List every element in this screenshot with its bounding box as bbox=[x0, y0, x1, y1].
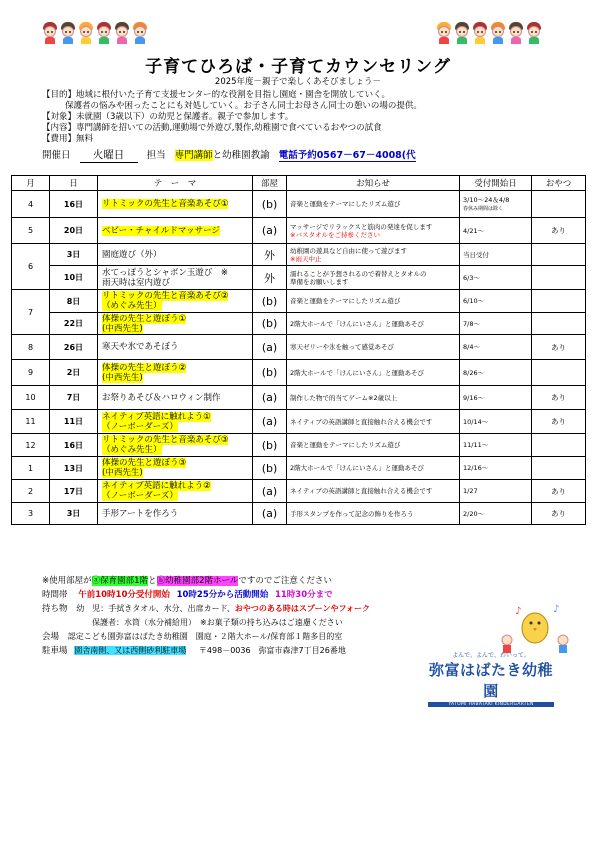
logo-tagline: よんで、よんで、わいって。 bbox=[452, 652, 530, 659]
room-b-label: ⓑ幼稚園部2階ホール bbox=[156, 576, 239, 586]
logo-sub: YATOMI HABATAKI KINDERGARTEN bbox=[428, 702, 554, 707]
room-a-label: ⓐ保育園部1階 bbox=[91, 576, 149, 586]
cell-room: (b) bbox=[253, 290, 287, 313]
staff-join: と幼稚園教諭 bbox=[212, 150, 270, 161]
theme-line2: (中西先生) bbox=[102, 468, 143, 478]
start-line1: 6/10～ bbox=[463, 297, 485, 305]
content-row bbox=[42, 123, 382, 134]
cell-theme bbox=[98, 457, 253, 480]
cell-start bbox=[460, 290, 532, 313]
schedule-table bbox=[11, 175, 586, 525]
cell-start bbox=[460, 335, 532, 360]
cell-start bbox=[460, 410, 532, 434]
cell-notice bbox=[287, 191, 460, 218]
cell-snack: あり bbox=[532, 503, 586, 525]
start-line1: 12/16～ bbox=[463, 464, 489, 472]
theme-line1: 手形アートを作ろう bbox=[102, 508, 179, 519]
bring-label: 持ち物 bbox=[42, 604, 68, 614]
cell-room: (a) bbox=[253, 480, 287, 503]
theme-line2: （ノーボーダーズ） bbox=[102, 421, 178, 432]
bring-child-red: おやつのある時はスプーンやフォーク bbox=[234, 604, 371, 613]
notice-line1: ネイティブの英語講師と直接触れ合える機会です bbox=[290, 417, 433, 426]
notice-line2: ※雨天中止 bbox=[290, 254, 322, 263]
cell-month: 8 bbox=[12, 335, 50, 360]
page-subtitle: 2025年度－親子で楽しくあそびましょう－ bbox=[214, 77, 382, 87]
table-row bbox=[12, 191, 586, 218]
cell-month: 11 bbox=[12, 410, 50, 434]
start-line1: 9/16～ bbox=[463, 393, 485, 402]
cell-snack bbox=[532, 191, 586, 218]
cell-start bbox=[460, 457, 532, 480]
parking-label: 駐車場 bbox=[42, 646, 68, 656]
start-line1: 10/14～ bbox=[463, 417, 489, 426]
cell-snack bbox=[532, 360, 586, 386]
cell-start bbox=[460, 218, 532, 244]
day-value: 火曜日 bbox=[80, 148, 138, 163]
cell-snack bbox=[532, 457, 586, 480]
cell-room: (b) bbox=[253, 434, 287, 457]
cell-theme bbox=[98, 386, 253, 410]
header-start: 受付開始日 bbox=[460, 176, 532, 191]
cell-notice bbox=[287, 290, 460, 313]
purpose-label: 【目的】 bbox=[42, 90, 77, 100]
cell-day: 7日 bbox=[50, 386, 98, 410]
svg-text:♪: ♪ bbox=[515, 606, 522, 617]
staff-label: 担当 bbox=[146, 150, 166, 161]
room-note-post: ですのでご注意ください bbox=[238, 576, 332, 586]
fee-label: 【費用】 bbox=[42, 134, 77, 144]
svg-text:♪: ♪ bbox=[553, 604, 560, 615]
notice-line1: 音楽と運動をテーマにしたリズム遊び bbox=[290, 200, 401, 208]
start-line1: 当日受付 bbox=[463, 250, 489, 259]
cell-room: (a) bbox=[253, 218, 287, 244]
cell-notice bbox=[287, 410, 460, 434]
time-label: 時間帯 bbox=[42, 590, 68, 600]
cell-notice bbox=[287, 480, 460, 503]
room-note bbox=[42, 575, 332, 587]
purpose-row bbox=[42, 90, 390, 101]
table-header-row bbox=[12, 176, 586, 191]
table-row bbox=[12, 335, 586, 360]
bird-teacher-icon bbox=[495, 600, 575, 656]
purpose-line2: 保護者の悩みや困ったことにも対処していく。お子さん同士お母さん同士の憩いの場の提供。 bbox=[65, 101, 422, 111]
table-row bbox=[12, 410, 586, 434]
notice-line1: 濡れることが予想されるので着替えとタオルの bbox=[290, 269, 427, 278]
start-line1: 3/10～24＆4/8 bbox=[463, 195, 510, 204]
cell-month: 6 bbox=[12, 244, 50, 290]
target-row bbox=[42, 112, 293, 123]
theme-line2: （めぐみ先生） bbox=[102, 301, 162, 311]
cell-notice bbox=[287, 313, 460, 335]
logo-name: 弥富はばたき幼稚園 bbox=[428, 661, 553, 700]
notice-line2: 準備をお願いします bbox=[290, 277, 349, 286]
cell-notice bbox=[287, 503, 460, 525]
cell-month: 1 bbox=[12, 457, 50, 480]
theme-line1: ネイティブ英語に触れよう② bbox=[102, 481, 211, 491]
cell-room: (a) bbox=[253, 386, 287, 410]
purpose-text: 地域に根付いた子育て支援センター的な役割を目指し園庭・園舎を開放していく。 bbox=[76, 90, 391, 100]
cell-start bbox=[460, 244, 532, 266]
children-row-left-icon bbox=[42, 22, 148, 44]
cell-snack bbox=[532, 434, 586, 457]
notice-line1: 幼稚園の遊具など自由に使って遊びます bbox=[290, 246, 407, 255]
start-line2: 春休み期間は除く bbox=[463, 205, 504, 212]
cell-month: 4 bbox=[12, 191, 50, 218]
cell-theme bbox=[98, 290, 253, 313]
cell-start bbox=[460, 434, 532, 457]
cell-day: 16日 bbox=[50, 191, 98, 218]
notice-line1: 2階大ホールで「けんにいさん」と運動あそび bbox=[290, 368, 425, 377]
cell-start bbox=[460, 480, 532, 503]
notice-line2: ※バスタオルをご持参ください bbox=[290, 230, 380, 239]
cell-month: 3 bbox=[12, 503, 50, 525]
cell-theme bbox=[98, 313, 253, 335]
cell-room: 外 bbox=[253, 244, 287, 266]
cell-notice bbox=[287, 360, 460, 386]
notice-line1: 手形スタンプを作って記念の飾りを作ろう bbox=[290, 509, 414, 518]
cell-notice bbox=[287, 244, 460, 266]
cell-start bbox=[460, 503, 532, 525]
cell-room: (a) bbox=[253, 335, 287, 360]
cell-day: 3日 bbox=[50, 244, 98, 266]
theme-line1: 寒天や氷であそぼう bbox=[102, 342, 179, 352]
cell-month: 5 bbox=[12, 218, 50, 244]
room-note-pre: ※使用部屋が bbox=[42, 576, 92, 586]
cell-day: 11日 bbox=[50, 410, 98, 434]
table-row bbox=[12, 360, 586, 386]
address-text: 〒498－0036 弥富市森津7丁目26番地 bbox=[198, 646, 346, 655]
cell-room: (a) bbox=[253, 503, 287, 525]
cell-day: 2日 bbox=[50, 360, 98, 386]
bring-parent: 保護者：水筒（水分補給用） ※お菓子類の持ち込みはご遠慮ください bbox=[92, 618, 343, 627]
start-line1: 8/4～ bbox=[463, 343, 480, 351]
venue-row bbox=[42, 631, 342, 643]
cell-room: (b) bbox=[253, 313, 287, 335]
cell-month: 9 bbox=[12, 360, 50, 386]
cell-theme bbox=[98, 503, 253, 525]
cell-day: 8日 bbox=[50, 290, 98, 313]
header-day: 日 bbox=[50, 176, 98, 191]
cell-month: 7 bbox=[12, 290, 50, 335]
cell-room: (b) bbox=[253, 457, 287, 480]
cell-notice bbox=[287, 386, 460, 410]
day-label: 開催日 bbox=[42, 150, 71, 161]
table-row bbox=[12, 266, 586, 290]
venue-text: 認定こども園弥富はばたき幼稚園 園庭・２階大ホール/保育部１階多目的室 bbox=[67, 632, 343, 641]
cell-day: 22日 bbox=[50, 313, 98, 335]
cell-start bbox=[460, 360, 532, 386]
cell-month: 2 bbox=[12, 480, 50, 503]
notice-line1: 寒天ゼリーや氷を触って感覚あそび bbox=[290, 343, 394, 351]
theme-line1: ネイティブ英語に触れよう① bbox=[102, 411, 211, 422]
theme-line1: 体操の先生と遊ぼう③ bbox=[102, 458, 187, 468]
cell-day: 17日 bbox=[50, 480, 98, 503]
table-row bbox=[12, 457, 586, 480]
children-row-right-icon bbox=[436, 22, 542, 44]
header-notice: お知らせ bbox=[287, 176, 460, 191]
parking-row bbox=[42, 645, 346, 657]
table-row bbox=[12, 244, 586, 266]
cell-snack: あり bbox=[532, 218, 586, 244]
start-line1: 2/20～ bbox=[463, 509, 485, 518]
cell-start bbox=[460, 313, 532, 335]
fee-row bbox=[42, 134, 93, 145]
theme-line1: お祭りあそび＆ハロウィン制作 bbox=[102, 392, 221, 403]
fee-text: 無料 bbox=[76, 134, 94, 144]
bring-child: 幼 児：手拭きタオル、水分、出席カード、 bbox=[76, 604, 235, 613]
phone-number[interactable]: 電話予約0567－67－4008(代 bbox=[278, 150, 416, 161]
header-month: 月 bbox=[12, 176, 50, 191]
cell-theme bbox=[98, 480, 253, 503]
room-and: と bbox=[148, 576, 157, 586]
theme-line2: （めぐみ先生） bbox=[102, 445, 162, 455]
cell-theme bbox=[98, 360, 253, 386]
header-room: 部屋 bbox=[253, 176, 287, 191]
start-line1: 11/11～ bbox=[463, 441, 489, 449]
theme-line1: ベビー・チャイルドマッサージ bbox=[102, 225, 220, 236]
theme-line1: リトミックの先生と音楽あそび② bbox=[102, 291, 229, 301]
notice-line1: 音楽と運動をテーマにしたリズム遊び bbox=[290, 297, 401, 305]
cell-start bbox=[460, 191, 532, 218]
cell-month: 12 bbox=[12, 434, 50, 457]
cell-snack bbox=[532, 290, 586, 313]
notice-line1: 2階大ホールで「けんにいさん」と運動あそび bbox=[290, 319, 425, 328]
kindergarten-logo bbox=[422, 650, 560, 707]
content-text: 専門講師を招いての活動,運動場で外遊び,製作,幼稚園で食べているおやつの試食 bbox=[76, 123, 382, 133]
target-text: 未就園（3歳以下）の幼児と保護者。親子で参加します。 bbox=[76, 112, 294, 122]
notice-line1: 2階大ホールで「けんにいさん」と運動あそび bbox=[290, 464, 425, 472]
header-theme: テ ー マ bbox=[98, 176, 253, 191]
time-end: 11時30分まで bbox=[274, 590, 333, 600]
notice-line1: ネイティブの英語講師と直接触れ合える機会です bbox=[290, 487, 433, 495]
cell-notice bbox=[287, 335, 460, 360]
header-snack: おやつ bbox=[532, 176, 586, 191]
time-start: 10時25分から活動開始 bbox=[176, 590, 269, 600]
notice-line1: マッサージでリラックスと筋肉の発達を促します bbox=[290, 222, 433, 231]
cell-notice bbox=[287, 434, 460, 457]
table-row bbox=[12, 386, 586, 410]
theme-line2: （ノーボーダーズ） bbox=[102, 491, 178, 501]
table-row bbox=[12, 480, 586, 503]
table-row bbox=[12, 313, 586, 335]
time-row bbox=[42, 589, 333, 601]
start-line1: 1/27 bbox=[463, 487, 478, 495]
theme-line1: リトミックの先生と音楽あそび① bbox=[102, 199, 229, 209]
cell-theme bbox=[98, 191, 253, 218]
cell-room: (a) bbox=[253, 410, 287, 434]
cell-start bbox=[460, 386, 532, 410]
cell-day: 16日 bbox=[50, 434, 98, 457]
cell-room: 外 bbox=[253, 266, 287, 290]
cell-month: 10 bbox=[12, 386, 50, 410]
page-title: 子育てひろば・子育てカウンセリング bbox=[145, 57, 451, 77]
cell-day: 26日 bbox=[50, 335, 98, 360]
theme-line2: 雨天時は室内遊び bbox=[102, 277, 171, 288]
theme-line1: リトミックの先生と音楽あそび③ bbox=[102, 435, 229, 445]
cell-theme bbox=[98, 266, 253, 290]
cell-theme bbox=[98, 218, 253, 244]
start-line1: 8/26～ bbox=[463, 368, 485, 377]
notice-line1: 音楽と運動をテーマにしたリズム遊び bbox=[290, 441, 401, 449]
cell-day: 13日 bbox=[50, 457, 98, 480]
table-row bbox=[12, 290, 586, 313]
theme-line1: 体操の先生と遊ぼう② bbox=[102, 362, 187, 373]
theme-line1: 体操の先生と遊ぼう① bbox=[102, 313, 187, 324]
start-line1: 7/8～ bbox=[463, 319, 480, 328]
table-row bbox=[12, 434, 586, 457]
cell-theme bbox=[98, 434, 253, 457]
start-line1: 4/21～ bbox=[463, 226, 485, 235]
theme-line2: (中西先生) bbox=[102, 372, 143, 383]
cell-snack bbox=[532, 244, 586, 266]
cell-theme bbox=[98, 410, 253, 434]
bring-row bbox=[42, 603, 370, 615]
theme-line2: (中西先生) bbox=[102, 323, 143, 334]
start-line1: 6/3～ bbox=[463, 273, 480, 282]
table-row bbox=[12, 503, 586, 525]
cell-room: (b) bbox=[253, 191, 287, 218]
cell-snack: あり bbox=[532, 335, 586, 360]
cell-snack: あり bbox=[532, 386, 586, 410]
content-label: 【内容】 bbox=[42, 123, 77, 133]
venue-label: 会場 bbox=[42, 632, 60, 642]
schedule-row bbox=[42, 148, 416, 163]
table-row bbox=[12, 218, 586, 244]
theme-line1: 水てっぽうとシャボン玉遊び ※ bbox=[102, 267, 228, 278]
notice-line1: 制作した物で的当てゲーム※2歳以上 bbox=[290, 393, 398, 402]
cell-day: 20日 bbox=[50, 218, 98, 244]
cell-theme bbox=[98, 335, 253, 360]
parking-text: 園舎南側、又は西側砂利駐車場 bbox=[74, 646, 187, 655]
cell-notice bbox=[287, 266, 460, 290]
cell-notice bbox=[287, 457, 460, 480]
cell-room: (b) bbox=[253, 360, 287, 386]
cell-snack bbox=[532, 266, 586, 290]
time-reception: 午前10時10分受付開始 bbox=[78, 590, 170, 600]
cell-day: 3日 bbox=[50, 503, 98, 525]
cell-snack bbox=[532, 313, 586, 335]
cell-start bbox=[460, 266, 532, 290]
cell-notice bbox=[287, 218, 460, 244]
cell-theme bbox=[98, 244, 253, 266]
cell-snack: あり bbox=[532, 480, 586, 503]
staff-value: 専門講師 bbox=[174, 150, 213, 161]
theme-line1: 園庭遊び（外） bbox=[102, 249, 162, 260]
cell-day: 10日 bbox=[50, 266, 98, 290]
cell-snack: あり bbox=[532, 410, 586, 434]
target-label: 【対象】 bbox=[42, 112, 77, 122]
